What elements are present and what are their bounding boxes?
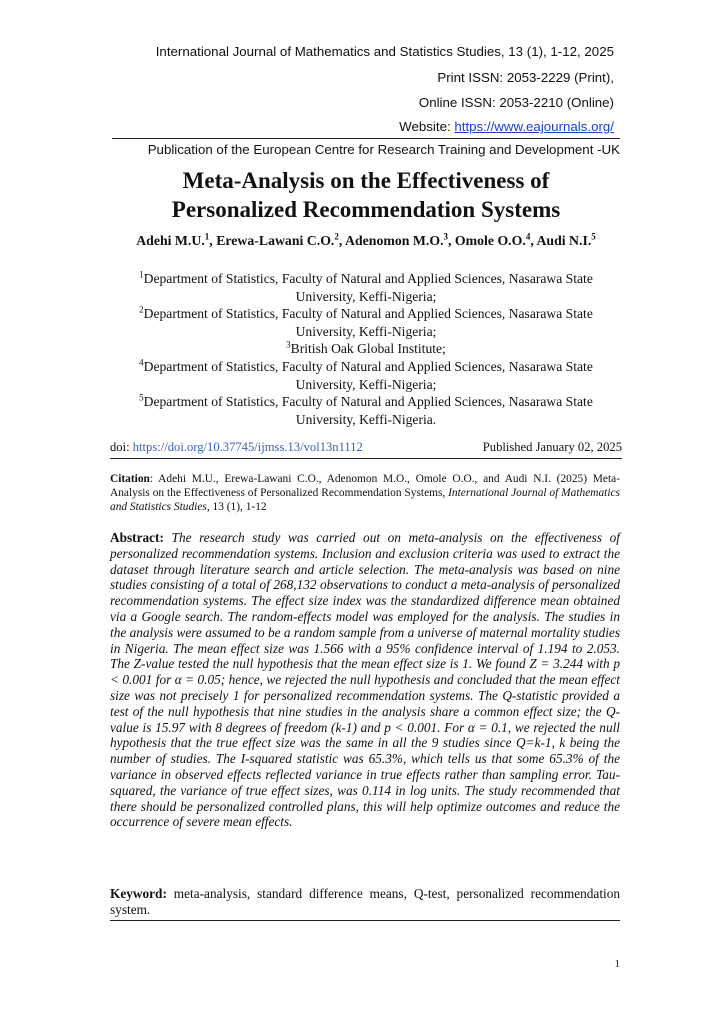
author-affiliation-mark: 2 [334,231,339,242]
author [345,233,448,248]
affiliation-mark: 5 [139,392,144,403]
title-line-2: Personalized Recommendation Systems [171,197,561,222]
author-separator: , [209,233,217,248]
abstract-label: Abstract: [110,530,164,545]
website-line [399,119,614,134]
affiliation [112,393,620,428]
author-list [112,233,620,249]
author-affiliation-mark: 4 [525,231,531,242]
affiliation-text: Department of Statistics, Faculty of Natural and Applied Sciences, Nasarawa State University, Keffi-Nigeria. [143,394,593,427]
title-line-1: Meta-Analysis on the Effectiveness of [182,168,550,193]
keywords-label: Keyword: [110,886,167,901]
doi-label: doi: [110,440,133,454]
online-issn: Online ISSN: 2053-2210 (Online) [418,95,614,110]
journal-header-line: International Journal of Mathematics and Statistics Studies, 13 (1), 1-12, 2025 [155,44,614,59]
author-name: Adenomon M.O. [345,233,444,248]
doi-link[interactable]: https://doi.org/10.37745/ijmss.13/vol13n1112 [132,440,363,454]
author-separator: , [530,233,537,248]
paper-title [112,166,620,224]
affiliation [112,305,620,340]
author-separator: , [448,233,455,248]
author [216,233,339,248]
website-link[interactable]: https://www.eajournals.org/ [454,119,614,134]
page-number: 1 [614,958,620,970]
affiliation-text: Department of Statistics, Faculty of Natural and Applied Sciences, Nasarawa State University, Keffi-Nigeria; [143,271,593,304]
affiliation-list [112,270,620,428]
affiliation [112,358,620,393]
citation-journal: International Journal of Mathematics and Statistics Studies, [110,487,620,513]
publisher-line: Publication of the European Centre for Research Training and Development -UK [112,138,620,157]
author [536,233,595,248]
abstract-text: The research study was carried out on meta-analysis on the effectiveness of personalized recommendation systems. Inclusion and exclusion criteria was used to extract the dataset through literature search and article selection. The meta-analysis was based on nine studies consisting of a total of 268,132 observations to conduct a meta-analysis of personalized recommendation systems. The effect size index was the standardized difference mean obtained via a Google search. The random-effects model was employed for the analysis. The studies in the analysis were assumed to be a random sample from a universe of maternal mortality studies in Nigeria. The mean effect size was 1.566 with a 95% confidence interval of 1.194 to 2.053. The Z-value tested the null hypothesis that the mean effect size is 1. We found Z = 3.244 with p < 0.001 for α = 0.05; hence, we rejected the null hypothesis and concluded that the mean effect size was not precisely 1 for personalized recommendation systems. The Q-statistic provided a test of the null hypothesis that nine studies in the analysis share a common effect size; the Q-value is 15.97 with 8 degrees of freedom (k-1) and p < 0.001. For α = 0.1, we rejected the null hypothesis that the true effect size was the same in all the 9 studies since Q=k-1, k being the number of studies. The I-squared statistic was 65.3%, which tells us that some 65.3% of the variance in observed effects reflected variance in true effects rather than sampling error. Tau-squared, the variance of true effect sizes, was 0.114 in log units. The study recommended that there should be personalized controlled plans, this will help optimize outcomes and reduce the occurrence of severe mean effects. [110,530,620,830]
citation [110,472,620,514]
citation-volume: 13 (1), 1-12 [209,501,267,513]
author-name: Adehi M.U. [136,233,205,248]
author [136,233,209,248]
print-issn: Print ISSN: 2053-2229 (Print), [437,70,614,85]
citation-label: Citation [110,473,150,485]
website-label: Website: [399,119,455,134]
published-date: Published January 02, 2025 [482,440,622,454]
author-affiliation-mark: 5 [591,231,596,242]
author-affiliation-mark: 1 [204,231,210,242]
keywords-text: meta-analysis, standard difference means, Q-test, personalized recommendation system. [110,886,620,917]
affiliation-text: Department of Statistics, Faculty of Natural and Applied Sciences, Nasarawa State University, Keffi-Nigeria; [143,306,593,339]
citation-text: : Adehi M.U., Erewa-Lawani C.O., Adenomon M.O., Omole O.O., and Audi N.I. (2025) Meta-Analysis on the Effectiveness of Personalized Recommendation Systems, [110,473,620,499]
author-affiliation-mark: 3 [443,231,449,242]
affiliation-mark: 2 [139,304,144,315]
affiliation [112,270,620,305]
affiliation [112,340,620,358]
affiliation-mark: 3 [286,339,291,350]
affiliation-text: British Oak Global Institute; [290,341,446,357]
abstract [110,530,620,830]
affiliation-text: Department of Statistics, Faculty of Natural and Applied Sciences, Nasarawa State University, Keffi-Nigeria; [143,358,593,392]
author-separator: , [338,233,346,248]
affiliation-mark: 1 [139,269,144,280]
author [455,233,530,248]
doi-row [110,440,622,459]
author-name: Omole O.O. [454,233,526,248]
affiliation-mark: 4 [139,357,144,368]
keywords [110,886,620,921]
doi-line [110,440,363,455]
author-name: Erewa-Lawani C.O. [216,233,335,248]
author-name: Audi N.I. [536,233,592,248]
